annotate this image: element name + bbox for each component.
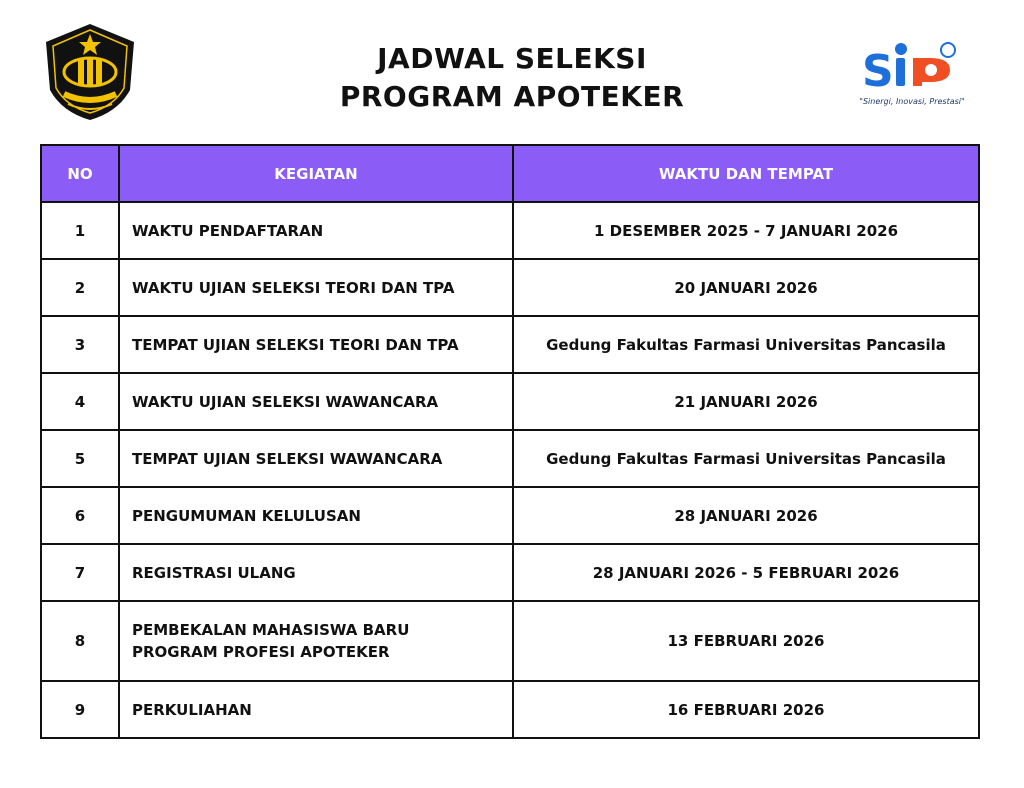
table-row xyxy=(41,487,979,544)
row-number: 8 xyxy=(41,601,119,681)
row-number: 9 xyxy=(41,681,119,738)
row-waktu: 21 JANUARI 2026 xyxy=(513,373,979,430)
kegiatan-text: REGISTRASI ULANG xyxy=(132,563,296,582)
title-line-1: JADWAL SELEKSI xyxy=(377,42,647,75)
table-row xyxy=(41,430,979,487)
sip-tagline: "Sinergi, Inovasi, Prestasi" xyxy=(859,97,965,106)
row-kegiatan xyxy=(119,681,513,738)
table-row xyxy=(41,202,979,259)
svg-text:S: S xyxy=(862,46,894,96)
row-kegiatan xyxy=(119,259,513,316)
page-header xyxy=(0,0,1024,140)
page-title xyxy=(262,40,762,116)
kegiatan-text: WAKTU UJIAN SELEKSI TEORI DAN TPA xyxy=(132,278,455,297)
table-row xyxy=(41,373,979,430)
title-line-2: PROGRAM APOTEKER xyxy=(339,80,685,113)
row-waktu: Gedung Fakultas Farmasi Universitas Pancasila xyxy=(513,430,979,487)
row-waktu: 28 JANUARI 2026 xyxy=(513,487,979,544)
kegiatan-text: PERKULIAHAN xyxy=(132,700,252,719)
table-row xyxy=(41,316,979,373)
sip-logo-icon xyxy=(858,40,966,112)
kegiatan-text: TEMPAT UJIAN SELEKSI TEORI DAN TPA xyxy=(132,335,459,354)
row-kegiatan xyxy=(119,430,513,487)
row-number: 7 xyxy=(41,544,119,601)
kegiatan-text: PENGUMUMAN KELULUSAN xyxy=(132,506,361,525)
table-row xyxy=(41,681,979,738)
row-number: 1 xyxy=(41,202,119,259)
row-waktu: 20 JANUARI 2026 xyxy=(513,259,979,316)
row-waktu: 28 JANUARI 2026 - 5 FEBRUARI 2026 xyxy=(513,544,979,601)
kegiatan-text: TEMPAT UJIAN SELEKSI WAWANCARA xyxy=(132,449,443,468)
row-number: 6 xyxy=(41,487,119,544)
row-waktu: 16 FEBRUARI 2026 xyxy=(513,681,979,738)
table-row xyxy=(41,259,979,316)
column-header-kegiatan: KEGIATAN xyxy=(119,145,513,202)
row-kegiatan xyxy=(119,202,513,259)
row-waktu: 1 DESEMBER 2025 - 7 JANUARI 2026 xyxy=(513,202,979,259)
column-header-no: NO xyxy=(41,145,119,202)
table-header-row xyxy=(41,145,979,202)
schedule-table xyxy=(40,144,980,739)
row-kegiatan xyxy=(119,316,513,373)
university-crest-icon xyxy=(38,20,142,124)
kegiatan-text: PROGRAM PROFESI APOTEKER xyxy=(132,643,390,661)
row-number: 5 xyxy=(41,430,119,487)
row-waktu: Gedung Fakultas Farmasi Universitas Pancasila xyxy=(513,316,979,373)
row-kegiatan xyxy=(119,487,513,544)
row-waktu: 13 FEBRUARI 2026 xyxy=(513,601,979,681)
table-row xyxy=(41,601,979,681)
row-number: 2 xyxy=(41,259,119,316)
row-number: 3 xyxy=(41,316,119,373)
row-kegiatan xyxy=(119,373,513,430)
column-header-waktu: WAKTU DAN TEMPAT xyxy=(513,145,979,202)
kegiatan-text: PEMBEKALAN MAHASISWA BARU xyxy=(132,621,410,639)
row-number: 4 xyxy=(41,373,119,430)
row-kegiatan xyxy=(119,544,513,601)
kegiatan-text: WAKTU UJIAN SELEKSI WAWANCARA xyxy=(132,392,439,411)
row-kegiatan xyxy=(119,601,513,681)
kegiatan-text: WAKTU PENDAFTARAN xyxy=(132,221,324,240)
table-row xyxy=(41,544,979,601)
